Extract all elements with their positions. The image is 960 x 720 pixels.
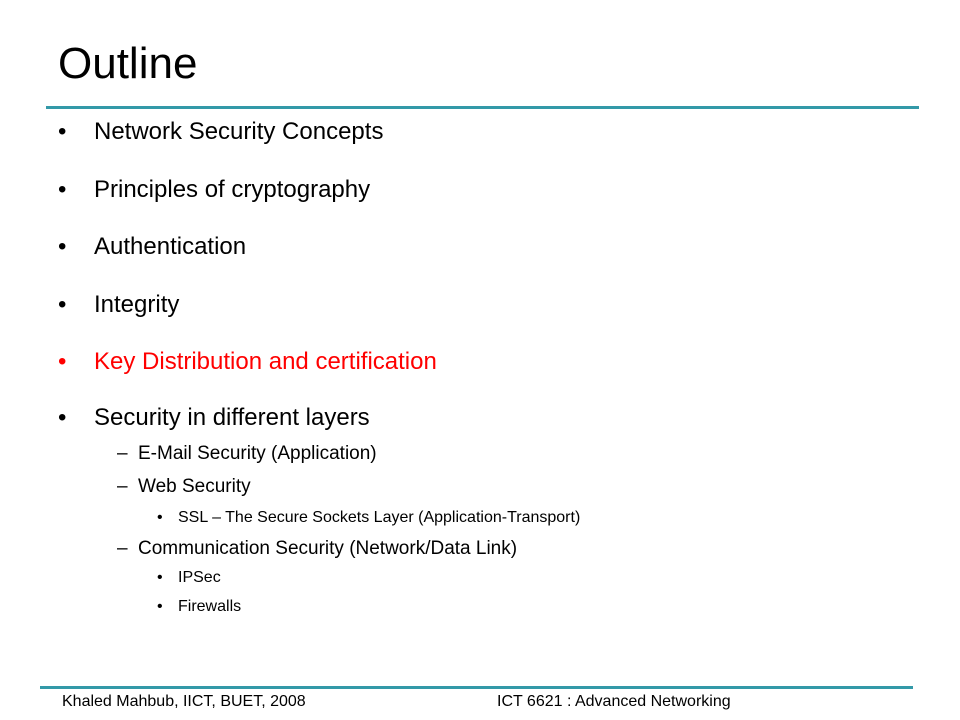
sub-bullet-web-security xyxy=(117,475,251,499)
sub-bullet-marker: – xyxy=(117,476,128,497)
sub-sub-bullet-marker: • xyxy=(157,509,163,526)
bullet-authentication xyxy=(58,232,247,262)
sub-bullet-text: E-Mail Security (Application) xyxy=(138,443,377,464)
bullet-security-layers xyxy=(58,403,370,433)
sub-sub-bullet-marker: • xyxy=(157,598,163,615)
sub-sub-bullet-firewalls xyxy=(157,597,242,617)
bullet-principles-of-cryptography xyxy=(58,175,371,205)
bullet-text: Authentication xyxy=(94,233,247,260)
sub-sub-bullet-ssl xyxy=(157,508,581,528)
bullet-marker: • xyxy=(58,176,67,203)
bullet-marker: • xyxy=(58,348,67,375)
bullet-text: Key Distribution and certification xyxy=(94,348,437,375)
sub-bullet-text: Web Security xyxy=(138,476,251,497)
bullet-key-distribution xyxy=(58,347,437,377)
bullet-network-security-concepts xyxy=(58,117,384,147)
sub-bullet-marker: – xyxy=(117,538,128,559)
bullet-text: Security in different layers xyxy=(94,404,370,431)
sub-sub-bullet-text: IPSec xyxy=(178,569,221,586)
sub-sub-bullet-text: SSL – The Secure Sockets Layer (Application-Transport) xyxy=(178,509,581,526)
bullet-text: Integrity xyxy=(94,291,180,318)
sub-bullet-email-security xyxy=(117,442,377,466)
sub-bullet-communication-security xyxy=(117,537,518,561)
bullet-marker: • xyxy=(58,233,67,260)
footer-course: ICT 6621 : Advanced Networking xyxy=(497,693,731,710)
footer-author: Khaled Mahbub, IICT, BUET, 2008 xyxy=(62,693,306,710)
sub-sub-bullet-marker: • xyxy=(157,569,163,586)
bullet-marker: • xyxy=(58,118,67,145)
title-divider xyxy=(46,106,919,109)
bullet-marker: • xyxy=(58,291,67,318)
bullet-integrity xyxy=(58,290,180,320)
sub-bullet-marker: – xyxy=(117,443,128,464)
sub-bullet-text: Communication Security (Network/Data Link) xyxy=(138,538,518,559)
slide-title: Outline xyxy=(58,39,198,88)
footer-divider xyxy=(40,686,913,689)
sub-sub-bullet-ipsec xyxy=(157,568,221,588)
sub-sub-bullet-text: Firewalls xyxy=(178,598,242,615)
bullet-text: Principles of cryptography xyxy=(94,176,371,203)
bullet-text: Network Security Concepts xyxy=(94,118,384,145)
bullet-marker: • xyxy=(58,404,67,431)
